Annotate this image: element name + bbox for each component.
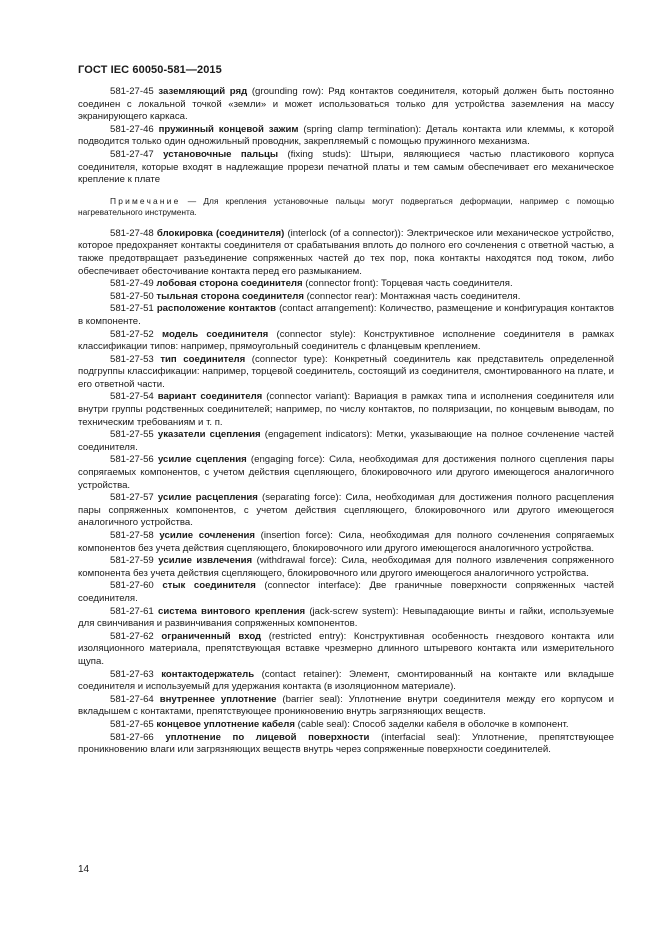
term-number: 581-27-45 (110, 86, 154, 97)
term-number: 581-27-52 (110, 328, 154, 340)
term-name: блокировка (соединителя) (156, 227, 285, 239)
term-number: 581-27-57 (110, 492, 154, 504)
term-number: 581-27-56 (110, 454, 154, 466)
term-definition: (cable seal): Способ заделки кабеля в оболочке в компонент. (294, 718, 569, 730)
term-number: 581-27-63 (110, 668, 154, 680)
term-number: 581-27-46 (110, 123, 154, 135)
entries-before-note (78, 86, 614, 187)
term-name: усилие сочленения (159, 530, 255, 541)
term-entry (78, 149, 614, 187)
term-definition: (connector variant): Вариация в рамках типа и исполнения соединителя или внутри группы родственных соединителей; например, по числу контактов, по поляризации, по концевым выводам, по техническим требованиям и т. п. (78, 391, 615, 428)
term-definition: (fixing studs): Штыри, являющиеся частью пластикового корпуса соединителя, которые входят в надлежащие прорези печатной платы и тем самым обеспечивает его механическое крепление к плате (78, 148, 614, 186)
term-name: вариант соединителя (157, 391, 263, 403)
term-entry (78, 669, 614, 694)
term-number: 581-27-55 (110, 429, 154, 441)
term-name: система винтового крепления (158, 605, 306, 617)
term-name: расположение контактов (156, 303, 277, 315)
term-definition: (insertion force): Сила, необходимая для полного сочленения сопрягаемых компонентов без учета действия сцепляющего, блокировочного или другого имеющегося аналогичного устройства. (78, 530, 614, 554)
term-name: контактодержатель (161, 668, 255, 680)
term-entry (78, 86, 614, 124)
term-name: модель соединителя (161, 328, 269, 340)
term-entry (78, 732, 614, 757)
term-name: внутреннее уплотнение (159, 693, 277, 705)
term-name: усилие расцепления (157, 492, 258, 504)
term-number: 581-27-48 (110, 227, 154, 239)
term-name: тыльная сторона соединителя (156, 290, 304, 302)
entries-after-note (78, 228, 614, 757)
term-definition: (jack-screw system): Невыпадающие винты и гайки, используемые для свинчивания и развинчивания сопряженных компонентов. (78, 605, 614, 630)
term-entry (78, 606, 614, 631)
term-number: 581-27-65 (110, 718, 154, 730)
term-number: 581-27-47 (110, 148, 154, 160)
term-entry (78, 631, 614, 669)
term-definition: (interfacial seal): Уплотнение, препятствующее проникновению влаги или загрязняющих веществ внутрь через сопряженные поверхности соединителей. (78, 731, 614, 756)
term-entry (78, 291, 614, 304)
term-definition: (connector type): Конкретный соединитель как представитель определенной подгруппы классификации: например, торцевой соединитель, состоящий из соединителя, смонтированного на плате, и его ответной части. (78, 353, 614, 390)
term-number: 581-27-60 (110, 580, 154, 592)
term-name: уплотнение по лицевой поверхности (165, 731, 370, 743)
note-text: — Для крепления установочные пальцы могут подвергаться деформации, например с помощью нагревательного инструмента. (78, 195, 614, 218)
term-entry (78, 391, 614, 429)
term-entry (78, 580, 614, 605)
note-label: Примечание (110, 195, 181, 206)
term-name: стык соединителя (162, 580, 256, 592)
term-name: усилие извлечения (158, 555, 253, 567)
term-definition: (grounding row): Ряд контактов соединителя, который должен быть постоянно соединен с локальной точкой «земли» и может использоваться только для устройства заземления на массу экранирующего каркаса. (78, 86, 615, 123)
term-number: 581-27-53 (110, 353, 154, 365)
term-number: 581-27-66 (110, 731, 154, 743)
term-entry (78, 228, 614, 278)
term-name: лобовая сторона соединителя (156, 278, 303, 290)
term-number: 581-27-61 (110, 605, 154, 617)
term-name: заземляющий ряд (158, 86, 248, 97)
term-definition: (withdrawal force): Сила, необходимая для полного извлечения сопряженного компонента без учета действия сцепляющего, блокировочного или другого имеющегося аналогичного устройства. (78, 555, 614, 579)
term-definition: (separating force): Сила, необходимая для достижения полного расцепления пары сопряженных компонентов, с учетом действия сцепляющего, блокировочного или другого имеющегося аналогичного устройства. (78, 492, 615, 529)
term-name: тип соединителя (160, 353, 246, 365)
term-entry (78, 329, 614, 354)
term-definition: (engaging force): Сила, необходимая для достижения полного сцепления пары сопрягаемых компонентов, с учетом действия сцепляющего, блокировочного или другого имеющегося аналогичного устройства. (78, 454, 615, 491)
term-number: 581-27-59 (110, 555, 154, 567)
term-name: ограниченный вход (161, 630, 262, 642)
term-entry (78, 303, 614, 328)
term-definition: (connector front): Торцевая часть соединителя. (302, 278, 513, 290)
term-entry (78, 492, 614, 530)
term-name: установочные пальцы (163, 148, 279, 160)
term-number: 581-27-62 (110, 630, 154, 642)
term-number: 581-27-54 (110, 391, 154, 403)
term-number: 581-27-64 (110, 693, 154, 705)
term-entry (78, 555, 614, 580)
term-entry (78, 454, 614, 492)
term-name: пружинный концевой зажим (158, 123, 299, 135)
term-definition: (contact retainer): Элемент, смонтированный на контакте или вкладыше соединителя и используемый для удержания контакта (в изоляционном материале). (78, 668, 614, 693)
term-definition: (connector interface): Две граничные поверхности сопряженных частей соединителя. (78, 580, 614, 604)
term-number: 581-27-49 (110, 278, 154, 290)
term-entry (78, 429, 614, 454)
term-definition: (contact arrangement): Количество, размещение и конфигурация контактов в компоненте. (78, 303, 614, 327)
term-number: 581-27-58 (110, 530, 154, 541)
term-number: 581-27-51 (110, 303, 154, 315)
page-header: ГОСТ IEC 60050-581—2015 (78, 64, 222, 76)
term-entry (78, 278, 614, 291)
document-body (78, 86, 614, 757)
term-definition: (connector style): Конструктивное исполнение соединителя в рамках классификации типов: например, прямоугольный соединитель с фланцевым креплением. (78, 328, 615, 353)
term-definition: (restricted entry): Конструктивная особенность гнездового контакта или изоляционного материала, препятствующая вставке чрезмерно длинного штыревого контакта или измерительного щупа. (78, 630, 614, 667)
term-entry (78, 694, 614, 719)
term-name: усилие сцепления (157, 454, 247, 466)
term-definition: (engagement indicators): Метки, указывающие на полное сочленение частей соединителя. (78, 429, 615, 453)
term-name: указатели сцепления (157, 429, 261, 441)
term-entry (78, 354, 614, 392)
page-number: 14 (78, 864, 90, 875)
term-definition: (interlock (of a connector)): Электрическое или механическое устройство, которое предохраняет контакты соединителя от срабатывания вплоть до полного его сочленения с ответной частью, а также предотвращает разъединение сопряженных частей до тех пор, пока контакты находятся под током, либо обеспечивает обесточивание контакта перед его размыканием. (78, 227, 614, 277)
term-definition: (barrier seal): Уплотнение внутри соединителя между его корпусом и вкладышем с контактами, препятствующее проникновению внутрь загрязняющих веществ. (78, 693, 614, 718)
term-entry (78, 530, 614, 555)
term-definition: (spring clamp termination): Деталь контакта или клеммы, к которой подводится только один одножильный проводник, закрепляемый с помощью пружинного механизма. (78, 123, 615, 148)
term-entry (78, 719, 614, 732)
note (78, 196, 614, 219)
term-entry (78, 124, 614, 149)
term-number: 581-27-50 (110, 290, 154, 302)
term-name: концевое уплотнение кабеля (156, 718, 295, 730)
term-definition: (connector rear): Монтажная часть соединителя. (303, 290, 521, 302)
